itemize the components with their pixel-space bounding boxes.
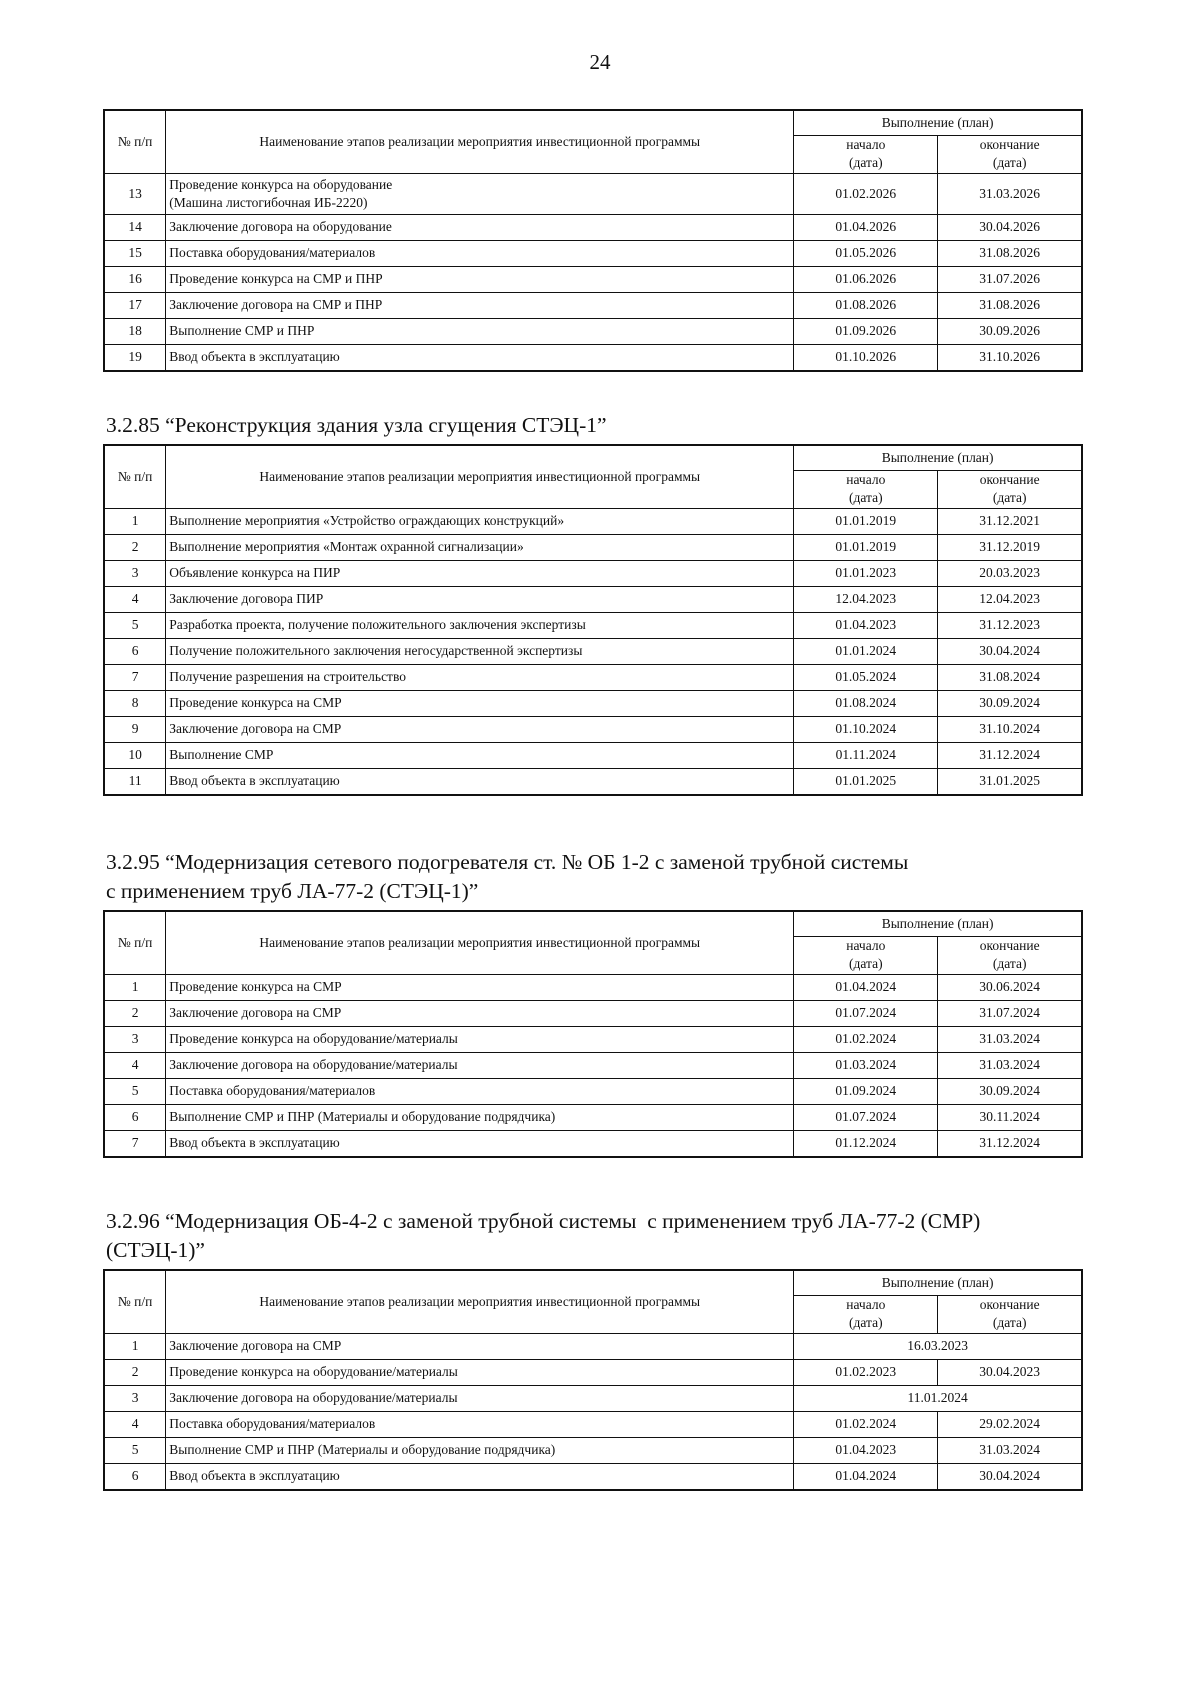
section-3-2-96 <box>103 1207 1083 1491</box>
schedule-table-continuation <box>103 109 1083 372</box>
table-row: 18 Выполнение СМР и ПНР 01.09.2026 30.09.2026 <box>104 318 1082 344</box>
header-stage-name: Наименование этапов реализации мероприятия инвестиционной программы <box>166 1270 794 1333</box>
table-row: 5 Выполнение СМР и ПНР (Материалы и оборудование подрядчика) 01.04.2023 31.03.2024 <box>104 1437 1082 1463</box>
header-start-date: начало (дата) <box>794 1295 938 1333</box>
header-start-date: начало (дата) <box>794 135 938 173</box>
header-num: № п/п <box>104 1270 166 1333</box>
table-row: 5 Разработка проекта, получение положительного заключения экспертизы 01.04.2023 31.12.2023 <box>104 612 1082 638</box>
header-stage-name: Наименование этапов реализации мероприятия инвестиционной программы <box>166 445 794 508</box>
table-row: 4 Заключение договора ПИР 12.04.2023 12.04.2023 <box>104 586 1082 612</box>
table-row: 3 Проведение конкурса на оборудование/материалы 01.02.2024 31.03.2024 <box>104 1026 1082 1052</box>
table-row: 1 Заключение договора на СМР 16.03.2023 <box>104 1333 1082 1359</box>
table-row: 1 Проведение конкурса на СМР 01.04.2024 30.06.2024 <box>104 974 1082 1000</box>
merged-date: 11.01.2024 <box>794 1385 1082 1411</box>
table-row: 3 Объявление конкурса на ПИР 01.01.2023 20.03.2023 <box>104 560 1082 586</box>
table-row: 19 Ввод объекта в эксплуатацию 01.10.2026 31.10.2026 <box>104 344 1082 371</box>
table-row: 14 Заключение договора на оборудование 01.04.2026 30.04.2026 <box>104 214 1082 240</box>
section-3-2-95 <box>103 848 1083 1158</box>
header-execution-plan: Выполнение (план) <box>794 445 1082 470</box>
table-row: 2 Выполнение мероприятия «Монтаж охранной сигнализации» 01.01.2019 31.12.2019 <box>104 534 1082 560</box>
table-row: 3 Заключение договора на оборудование/материалы 11.01.2024 <box>104 1385 1082 1411</box>
header-execution-plan: Выполнение (план) <box>794 110 1082 135</box>
header-num: № п/п <box>104 445 166 508</box>
page-number: 24 <box>589 50 611 74</box>
header-stage-name: Наименование этапов реализации мероприятия инвестиционной программы <box>166 110 794 173</box>
header-end-date: окончание (дата) <box>938 470 1082 508</box>
table-row: 6 Выполнение СМР и ПНР (Материалы и оборудование подрядчика) 01.07.2024 30.11.2024 <box>104 1104 1082 1130</box>
header-num: № п/п <box>104 911 166 974</box>
table-row: 4 Заключение договора на оборудование/материалы 01.03.2024 31.03.2024 <box>104 1052 1082 1078</box>
table-row: 4 Поставка оборудования/материалов 01.02.2024 29.02.2024 <box>104 1411 1082 1437</box>
table-row: 5 Поставка оборудования/материалов 01.09.2024 30.09.2024 <box>104 1078 1082 1104</box>
table-row: 17 Заключение договора на СМР и ПНР 01.08.2026 31.08.2026 <box>104 292 1082 318</box>
table-row: 2 Заключение договора на СМР 01.07.2024 31.07.2024 <box>104 1000 1082 1026</box>
header-end-date: окончание (дата) <box>938 1295 1082 1333</box>
table-row: 6 Получение положительного заключения негосударственной экспертизы 01.01.2024 30.04.2024 <box>104 638 1082 664</box>
table-row: 7 Получение разрешения на строительство 01.05.2024 31.08.2024 <box>104 664 1082 690</box>
table-row: 8 Проведение конкурса на СМР 01.08.2024 30.09.2024 <box>104 690 1082 716</box>
header-execution-plan: Выполнение (план) <box>794 911 1082 936</box>
header-end-date: окончание (дата) <box>938 936 1082 974</box>
schedule-table-3-2-95 <box>103 910 1083 1158</box>
table-row: 1 Выполнение мероприятия «Устройство ограждающих конструкций» 01.01.2019 31.12.2021 <box>104 508 1082 534</box>
section-title: 3.2.95 “Модернизация сетевого подогревателя ст. № ОБ 1-2 с заменой трубной системы с применением труб ЛА-77-2 (СТЭЦ-1)” <box>106 850 909 903</box>
header-num: № п/п <box>104 110 166 173</box>
table-row: 10 Выполнение СМР 01.11.2024 31.12.2024 <box>104 742 1082 768</box>
table-row: 13 Проведение конкурса на оборудование (Машина листогибочная ИБ-2220) 01.02.2026 31.03.2026 <box>104 173 1082 214</box>
section-3-2-85 <box>103 411 1083 796</box>
table-row: 15 Поставка оборудования/материалов 01.05.2026 31.08.2026 <box>104 240 1082 266</box>
section-title: 3.2.85 “Реконструкция здания узла сгущения СТЭЦ-1” <box>106 413 607 437</box>
table-row: 2 Проведение конкурса на оборудование/материалы 01.02.2023 30.04.2023 <box>104 1359 1082 1385</box>
header-stage-name: Наименование этапов реализации мероприятия инвестиционной программы <box>166 911 794 974</box>
schedule-table-3-2-96 <box>103 1269 1083 1491</box>
header-start-date: начало (дата) <box>794 936 938 974</box>
merged-date: 16.03.2023 <box>794 1333 1082 1359</box>
header-start-date: начало (дата) <box>794 470 938 508</box>
section-title: 3.2.96 “Модернизация ОБ-4-2 с заменой трубной системы с применением труб ЛА-77-2 (СМР) (СТЭЦ-1)” <box>106 1209 981 1262</box>
table-row: 9 Заключение договора на СМР 01.10.2024 31.10.2024 <box>104 716 1082 742</box>
table-row: 11 Ввод объекта в эксплуатацию 01.01.2025 31.01.2025 <box>104 768 1082 795</box>
header-execution-plan: Выполнение (план) <box>794 1270 1082 1295</box>
table-row: 7 Ввод объекта в эксплуатацию 01.12.2024 31.12.2024 <box>104 1130 1082 1157</box>
header-end-date: окончание (дата) <box>938 135 1082 173</box>
table-row: 6 Ввод объекта в эксплуатацию 01.04.2024 30.04.2024 <box>104 1463 1082 1490</box>
table-row: 16 Проведение конкурса на СМР и ПНР 01.06.2026 31.07.2026 <box>104 266 1082 292</box>
schedule-table-3-2-85 <box>103 444 1083 796</box>
schedule-block-continuation <box>103 109 1083 372</box>
